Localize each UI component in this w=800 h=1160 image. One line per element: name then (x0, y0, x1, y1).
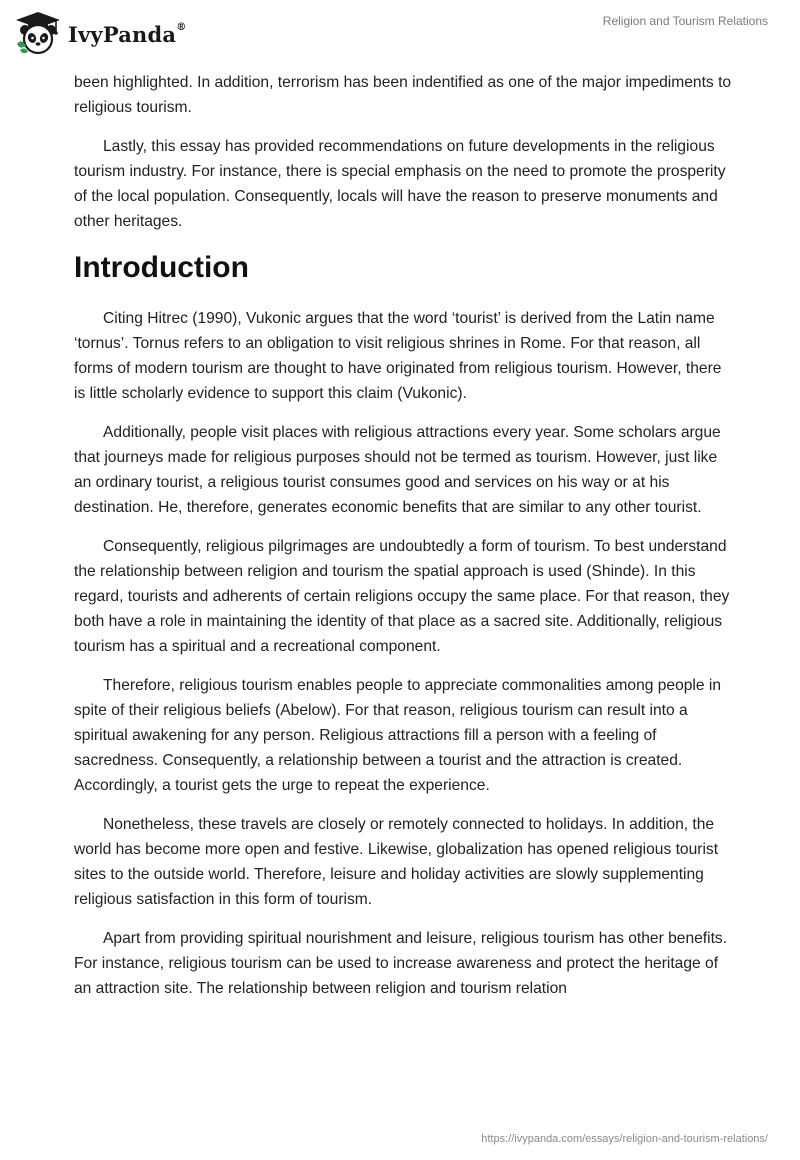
section-heading-introduction: Introduction (74, 251, 249, 284)
paragraph-intro-6: Apart from providing spiritual nourishment and leisure, religious tourism has other benefits. For instance, religious tourism can be used to increase awareness and protect the heritage of an attraction site. The relationship between religion and tourism relation (74, 930, 728, 997)
document-title: Religion and Tourism Relations (602, 14, 768, 28)
brand-name-text: IvyPanda (68, 21, 177, 47)
paragraph-intro-5: Nonetheless, these travels are closely or remotely connected to holidays. In addition, the world has become more open and festive. Likewise, globalization has opened religious tourist sites to the outside world. Therefore, leisure and holiday activities are slowly supplementing religious satisfaction in this form of tourism. (74, 816, 719, 908)
registered-mark: ® (176, 21, 187, 33)
source-url[interactable]: https://ivypanda.com/essays/religion-and-tourism-relations/ (481, 1133, 768, 1145)
page-header (0, 0, 800, 64)
panda-graduate-icon (14, 10, 62, 56)
paragraph-continued: been highlighted. In addition, terrorism has been indentified as one of the major impediments to religious tourism. (74, 74, 732, 116)
paragraph-intro-4: Therefore, religious tourism enables people to appreciate commonalities among people in spite of their religious beliefs (Abelow). For that reason, religious tourism can result into a spiritual awakening for any person. Religious attractions fill a person with a feeling of sacredness. Consequently, a relationship between a tourist and the attraction is created. Accordingly, a tourist gets the urge to repeat the experience. (74, 677, 722, 794)
paragraph-intro-3: Consequently, religious pilgrimages are undoubtedly a form of tourism. To best understand the relationship between religion and tourism the spatial approach is used (Shinde). In this regard, tourists and adherents of certain religions occupy the same place. For that reason, they both have a role in maintaining the identity of that place as a sacred site. Additionally, religious tourism has a spiritual and a recreational component. (74, 538, 730, 655)
brand-logo[interactable] (14, 10, 186, 56)
paragraph-recommendations: Lastly, this essay has provided recommendations on future developments in the religious tourism industry. For instance, there is special emphasis on the need to promote the prosperity of the local population. Consequently, locals will have the reason to preserve monuments and other heritages. (74, 138, 726, 230)
paragraph-intro-2: Additionally, people visit places with religious attractions every year. Some scholars argue that journeys made for religious purposes should not be termed as tourism. However, just like an ordinary tourist, a religious tourist consumes good and services on his way or at his destination. He, therefore, generates economic benefits that are similar to any other tourist. (74, 424, 721, 516)
brand-name (68, 22, 186, 47)
paragraph-intro-1: Citing Hitrec (1990), Vukonic argues that the word ‘tourist’ is derived from the Latin name ‘tornus’. Tornus refers to an obligation to visit religious shrines in Rome. For that reason, all forms of modern tourism are thought to have originated from religious tourism. However, there is little scholarly evidence to support this claim (Vukonic). (74, 310, 722, 402)
essay-body (74, 70, 734, 1015)
